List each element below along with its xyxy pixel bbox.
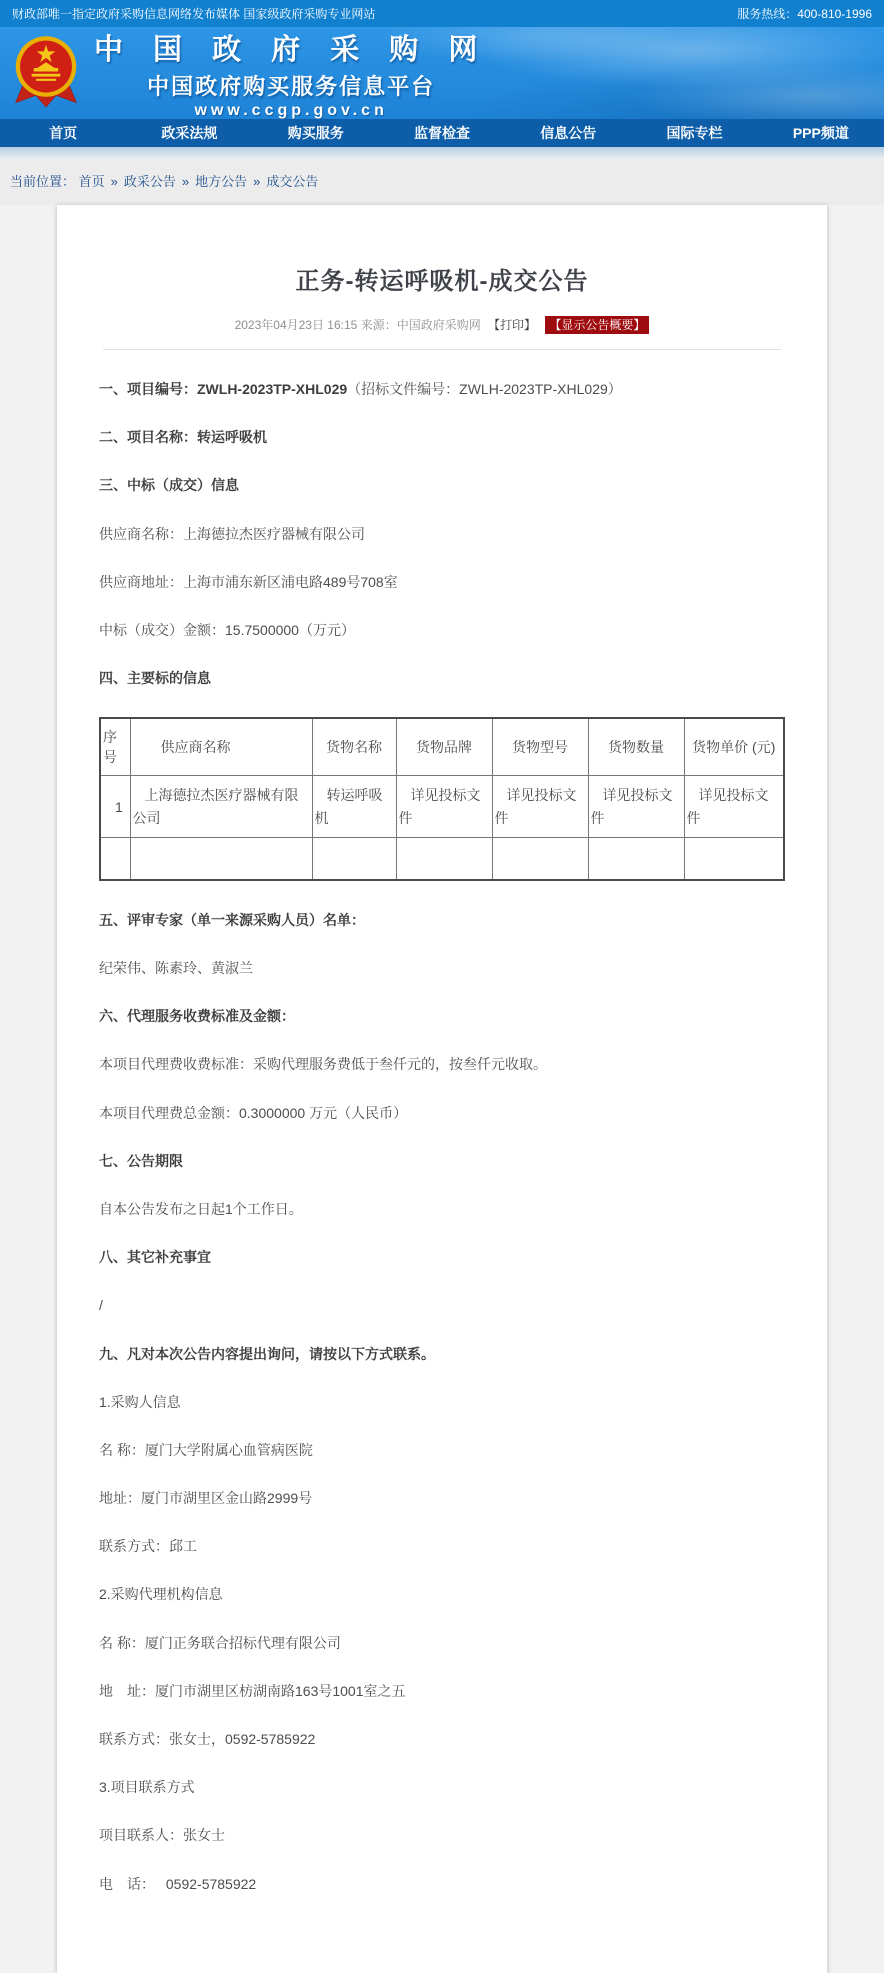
article-card — [57, 205, 827, 1973]
breadcrumb-separator: » — [253, 174, 261, 189]
breadcrumb-label: 当前位置： — [10, 174, 76, 189]
site-url: www.ccgp.gov.cn — [194, 101, 388, 119]
site-title: 中 国 政 府 采 购 网 — [94, 33, 489, 66]
paragraph: 纪荣伟、陈素玲、黄淑兰 — [99, 960, 253, 976]
breadcrumb — [0, 160, 884, 205]
nav-item-home[interactable]: 首页 — [49, 125, 78, 141]
table-cell — [100, 838, 130, 880]
goods-table — [99, 717, 785, 881]
article-blocks-bottom — [99, 911, 785, 1893]
section-heading: 二、项目名称：转运呼吸机 — [99, 429, 267, 446]
section-heading: 八、其它补充事宜 — [99, 1249, 211, 1266]
table-row — [100, 838, 784, 880]
paragraph: 3.项目联系方式 — [99, 1779, 195, 1796]
table-header-row — [100, 718, 784, 776]
nav-item-regulations[interactable]: 政采法规 — [161, 125, 218, 141]
section-heading: 九、凡对本次公告内容提出询问，请按以下方式联系。 — [99, 1345, 435, 1362]
paragraph: / — [99, 1297, 103, 1314]
nav-item-info-announcement[interactable]: 信息公告 — [540, 125, 597, 141]
table-cell — [588, 838, 684, 880]
table-cell — [492, 838, 588, 880]
paragraph: 地址：厦门市湖里区金山路2999号 — [99, 1490, 313, 1507]
paragraph: 电 话： 0592-5785922 — [99, 1875, 257, 1892]
section-heading: 五、评审专家（单一来源采购人员）名单： — [99, 911, 365, 928]
table-cell: 转运呼吸机 — [312, 776, 396, 838]
topbar-slogan: 财政部唯一指定政府采购信息网络发布媒体 国家级政府采购专业网站 — [12, 7, 376, 21]
paragraph: 自本公告发布之日起1个工作日。 — [99, 1200, 303, 1217]
breadcrumb-separator: » — [110, 174, 118, 189]
paragraph: 本项目代理费收费标准：采购代理服务费低于叁仟元的，按叁仟元收取。 — [99, 1056, 547, 1073]
table-header-cell: 货物品牌 — [396, 718, 492, 776]
section-heading: 一、项目编号：ZWLH-2023TP-XHL029（招标文件编号：ZWLH-2023TP-XHL029） — [99, 381, 622, 397]
banner-text — [94, 27, 488, 119]
table-header-cell: 货物名称 — [312, 718, 396, 776]
print-button[interactable]: 【打印】 — [488, 318, 537, 332]
table-cell: 详见投标文件 — [492, 776, 588, 838]
table-row — [100, 776, 784, 838]
table-cell: 详见投标文件 — [684, 776, 784, 838]
section-heading: 三、中标（成交）信息 — [99, 477, 239, 494]
paragraph: 1.采购人信息 — [99, 1393, 181, 1410]
site-subtitle: 中国政府购买服务信息平台 — [147, 73, 436, 99]
source-label: 来源：中国政府采购网 — [360, 318, 481, 332]
paragraph: 项目联系人：张女士 — [99, 1827, 225, 1844]
paragraph: 供应商名称：上海德拉杰医疗器械有限公司 — [99, 525, 365, 542]
table-cell: 上海德拉杰医疗器械有限公司 — [130, 776, 312, 838]
main-nav — [0, 119, 884, 147]
table-cell — [312, 838, 396, 880]
article-meta — [99, 316, 785, 333]
nav-item-ppp[interactable]: PPP频道 — [792, 125, 849, 141]
table-cell: 1 — [100, 776, 130, 838]
service-hotline: 服务热线：400-810-1996 — [737, 7, 872, 21]
table-cell: 详见投标文件 — [396, 776, 492, 838]
paragraph: 地 址：厦门市湖里区枋湖南路163号1001室之五 — [99, 1682, 406, 1699]
paragraph: 联系方式：张女士，0592-5785922 — [99, 1731, 316, 1747]
breadcrumb-item-1[interactable]: 政采公告 — [123, 174, 176, 189]
paragraph: 本项目代理费总金额：0.3000000 万元（人民币） — [99, 1104, 408, 1121]
topbar — [0, 0, 884, 27]
nav-item-supervision[interactable]: 监督检查 — [413, 125, 470, 141]
table-header-cell: 供应商名称 — [130, 718, 312, 776]
table-cell — [130, 838, 312, 880]
section-heading: 六、代理服务收费标准及金额： — [99, 1008, 295, 1025]
table-header-cell: 货物单价 (元) — [684, 718, 784, 776]
table-header-cell: 货物数量 — [588, 718, 684, 776]
table-cell — [684, 838, 784, 880]
national-emblem-logo — [10, 33, 82, 113]
nav-shadow-gradient — [0, 147, 884, 160]
breadcrumb-item-3[interactable]: 成交公告 — [266, 174, 319, 189]
article-blocks-top — [99, 380, 785, 687]
page-title: 正务-转运呼吸机-成交公告 — [295, 268, 589, 295]
table-header-cell: 序号 — [100, 718, 130, 776]
table-cell: 详见投标文件 — [588, 776, 684, 838]
paragraph: 中标（成交）金额：15.7500000（万元） — [99, 621, 355, 638]
header-banner — [0, 27, 884, 119]
breadcrumb-item-0[interactable]: 首页 — [78, 174, 105, 189]
paragraph: 名 称：厦门大学附属心血管病医院 — [99, 1441, 313, 1458]
section-heading: 四、主要标的信息 — [99, 670, 211, 687]
table-header-cell: 货物型号 — [492, 718, 588, 776]
breadcrumb-item-2[interactable]: 地方公告 — [195, 174, 248, 189]
section-heading: 七、公告期限 — [99, 1152, 183, 1169]
table-cell — [396, 838, 492, 880]
paragraph: 2.采购代理机构信息 — [99, 1586, 223, 1603]
divider — [103, 349, 781, 350]
paragraph: 联系方式：邱工 — [99, 1538, 197, 1555]
breadcrumb-separator: » — [181, 174, 190, 189]
nav-item-international[interactable]: 国际专栏 — [666, 125, 723, 141]
publish-datetime: 2023年04月23日 16:15 — [234, 318, 358, 332]
show-summary-button[interactable]: 【显示公告概要】 — [545, 316, 649, 334]
paragraph: 名 称：厦门正务联合招标代理有限公司 — [99, 1634, 341, 1651]
paragraph: 供应商地址：上海市浦东新区浦电路489号708室 — [99, 573, 398, 590]
nav-item-purchase-service[interactable]: 购买服务 — [287, 125, 344, 141]
